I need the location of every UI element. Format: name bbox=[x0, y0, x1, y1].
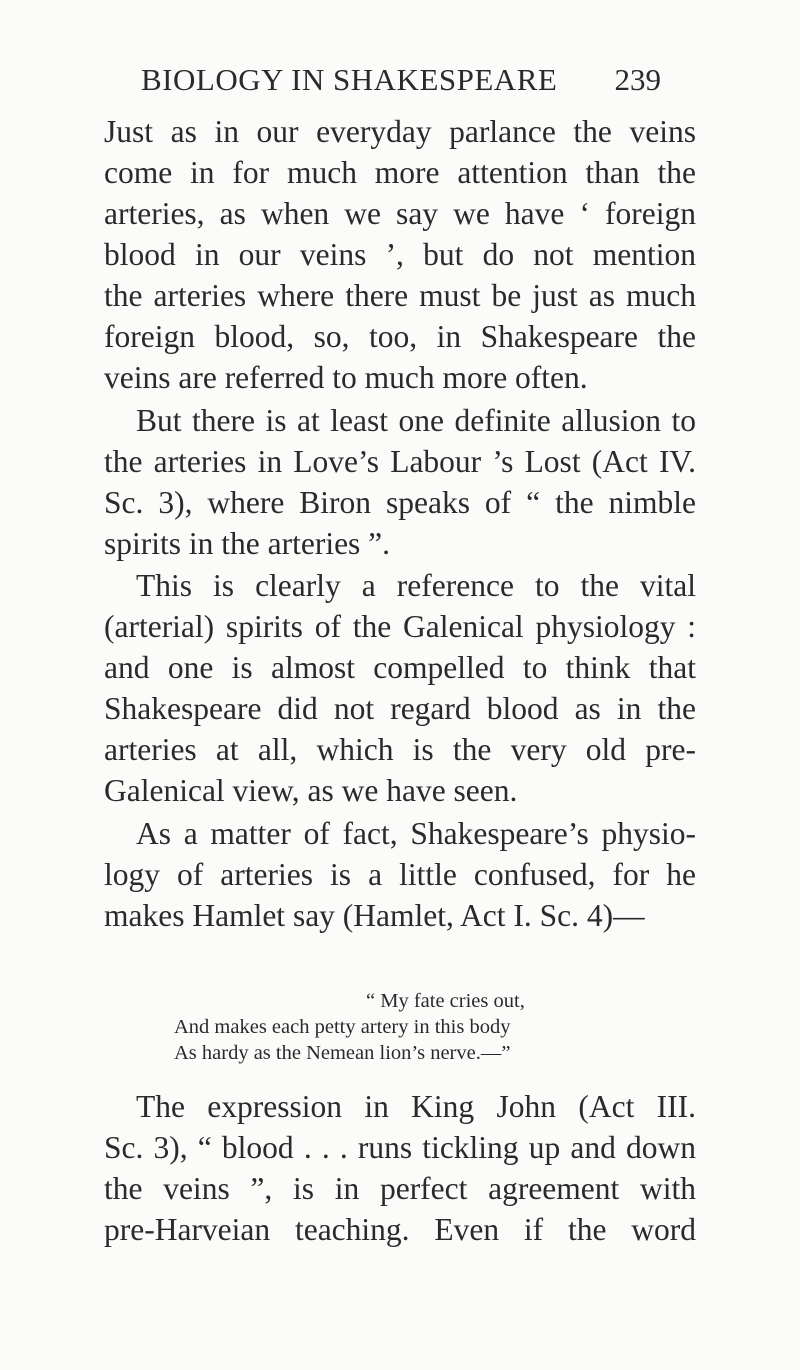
text-line: makes Hamlet say (Hamlet, Act I. Sc. 4)— bbox=[104, 898, 645, 933]
text-line: the arteries in Love’s Labour ’s Lost (Act IV. bbox=[104, 444, 696, 479]
text-line: pre-Harveian teaching. Even if the word bbox=[104, 1212, 696, 1247]
verse-quote-line: And makes each petty artery in this body bbox=[174, 1016, 511, 1038]
text-line: logy of arteries is a little confused, for he bbox=[104, 857, 696, 892]
text-line: Shakespeare did not regard blood as in the bbox=[104, 691, 696, 726]
text-line: As a matter of fact, Shakespeare’s physio- bbox=[136, 816, 696, 851]
text-line: foreign blood, so, too, in Shakespeare the bbox=[104, 319, 696, 354]
text-line: This is clearly a reference to the vital bbox=[136, 568, 696, 603]
text-line: come in for much more attention than the bbox=[104, 155, 696, 190]
text-line: and one is almost compelled to think that bbox=[104, 650, 696, 685]
text-line: Galenical view, as we have seen. bbox=[104, 773, 518, 808]
page-number: 239 bbox=[614, 62, 661, 97]
text-line: arteries, as when we say we have ‘ foreign bbox=[104, 196, 696, 231]
text-line: But there is at least one definite allusion to bbox=[136, 403, 696, 438]
text-line: (arterial) spirits of the Galenical physiology : bbox=[104, 609, 696, 644]
text-line: Sc. 3), where Biron speaks of “ the nimble bbox=[104, 485, 696, 520]
text-line: arteries at all, which is the very old pre- bbox=[104, 732, 696, 767]
text-line: Just as in our everyday parlance the veins bbox=[104, 114, 696, 149]
text-line: Sc. 3), “ blood . . . runs tickling up and down bbox=[104, 1130, 696, 1165]
text-line: the veins ”, is in perfect agreement with bbox=[104, 1171, 696, 1206]
text-line: the arteries where there must be just as much bbox=[104, 278, 696, 313]
text-line: The expression in King John (Act III. bbox=[136, 1089, 696, 1124]
page-header bbox=[141, 62, 661, 102]
verse-quote-line: As hardy as the Nemean lion’s nerve.—” bbox=[174, 1042, 511, 1064]
verse-quote-line: “ My fate cries out, bbox=[366, 990, 525, 1012]
text-line: spirits in the arteries ”. bbox=[104, 526, 391, 561]
running-title: BIOLOGY IN SHAKESPEARE bbox=[141, 62, 558, 97]
text-line: veins are referred to much more often. bbox=[104, 360, 588, 395]
text-line: blood in our veins ’, but do not mention bbox=[104, 237, 696, 272]
